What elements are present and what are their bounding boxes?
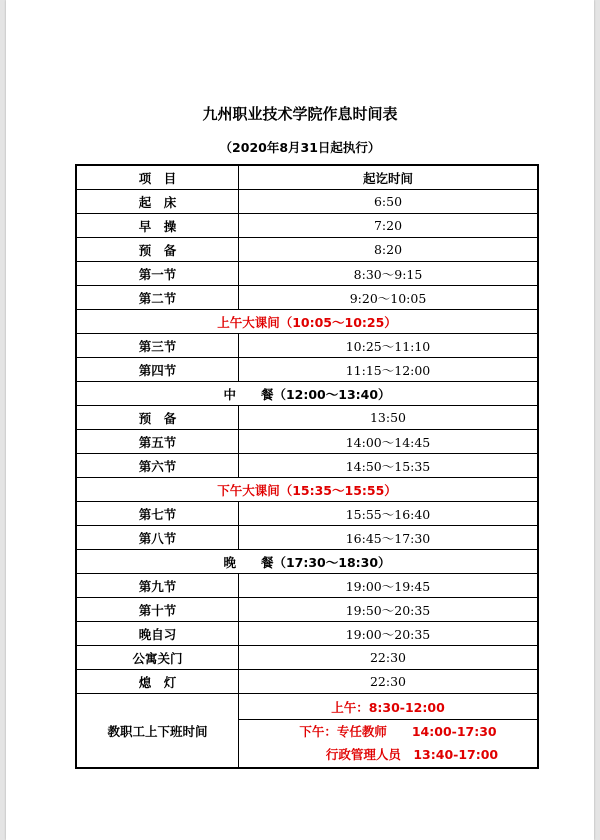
- staff-hours-pm-admin: 行政管理人员 13:40-17:00: [325, 747, 499, 762]
- morning-break: 上午大课间（10:05～10:25）: [76, 310, 538, 334]
- row-time: 13:50: [239, 406, 539, 430]
- header-item: 项 目: [76, 165, 239, 190]
- row-time: 19:00～19:45: [239, 574, 539, 598]
- break-row: [76, 310, 538, 334]
- table-row: [76, 190, 538, 214]
- meal-row: [76, 382, 538, 406]
- staff-hours-pm-teacher: 下午：专任教师 14:00-17:30: [299, 724, 497, 739]
- table-row: [76, 406, 538, 430]
- staff-hours-cell: [239, 694, 539, 769]
- table-row: [76, 262, 538, 286]
- table-row: [76, 574, 538, 598]
- row-time: 16:45～17:30: [239, 526, 539, 550]
- table-row: [76, 646, 538, 670]
- table-row: [76, 598, 538, 622]
- row-label: 第十节: [76, 598, 239, 622]
- row-time: 19:50～20:35: [239, 598, 539, 622]
- page-title: 九州职业技术学院作息时间表: [202, 105, 398, 123]
- row-time: 11:15～12:00: [239, 358, 539, 382]
- row-label: 公寓关门: [76, 646, 239, 670]
- row-label: 预 备: [76, 406, 239, 430]
- table-row: [76, 670, 538, 694]
- row-time: 9:20～10:05: [239, 286, 539, 310]
- row-time: 14:50～15:35: [239, 454, 539, 478]
- row-time: 10:25～11:10: [239, 334, 539, 358]
- table-row: [76, 502, 538, 526]
- row-time: 6:50: [239, 190, 539, 214]
- row-time: 7:20: [239, 214, 539, 238]
- row-label: 第四节: [76, 358, 239, 382]
- row-time: 8:30～9:15: [239, 262, 539, 286]
- page-subtitle: （2020年8月31日起执行）: [219, 140, 381, 155]
- row-label: 第六节: [76, 454, 239, 478]
- schedule-table: [75, 164, 539, 769]
- table-row: [76, 454, 538, 478]
- row-label: 起 床: [76, 190, 239, 214]
- table-row: [76, 358, 538, 382]
- row-time: 15:55～16:40: [239, 502, 539, 526]
- staff-hours-row: [76, 694, 538, 769]
- row-label: 晚自习: [76, 622, 239, 646]
- table-row: [76, 430, 538, 454]
- meal-row: [76, 550, 538, 574]
- table-header-row: [76, 165, 538, 190]
- staff-hours-am: 上午：8:30-12:00: [239, 696, 537, 720]
- afternoon-break: 下午大课间（15:35～15:55）: [76, 478, 538, 502]
- table-row: [76, 286, 538, 310]
- row-time: 22:30: [239, 670, 539, 694]
- document-page: [6, 0, 594, 840]
- row-label: 第二节: [76, 286, 239, 310]
- lunch-row: 中 餐（12:00～13:40）: [76, 382, 538, 406]
- row-label: 预 备: [76, 238, 239, 262]
- break-row: [76, 478, 538, 502]
- row-label: 第九节: [76, 574, 239, 598]
- row-time: 19:00～20:35: [239, 622, 539, 646]
- table-row: [76, 238, 538, 262]
- table-row: [76, 214, 538, 238]
- row-time: 8:20: [239, 238, 539, 262]
- row-time: 22:30: [239, 646, 539, 670]
- row-label: 早 操: [76, 214, 239, 238]
- row-label: 熄 灯: [76, 670, 239, 694]
- table-row: [76, 526, 538, 550]
- staff-hours-label: 教职工上下班时间: [76, 694, 239, 769]
- table-row: [76, 622, 538, 646]
- dinner-row: 晚 餐（17:30～18:30）: [76, 550, 538, 574]
- row-label: 第七节: [76, 502, 239, 526]
- table-row: [76, 334, 538, 358]
- header-time: 起讫时间: [239, 165, 539, 190]
- row-label: 第五节: [76, 430, 239, 454]
- row-time: 14:00～14:45: [239, 430, 539, 454]
- row-label: 第一节: [76, 262, 239, 286]
- row-label: 第八节: [76, 526, 239, 550]
- row-label: 第三节: [76, 334, 239, 358]
